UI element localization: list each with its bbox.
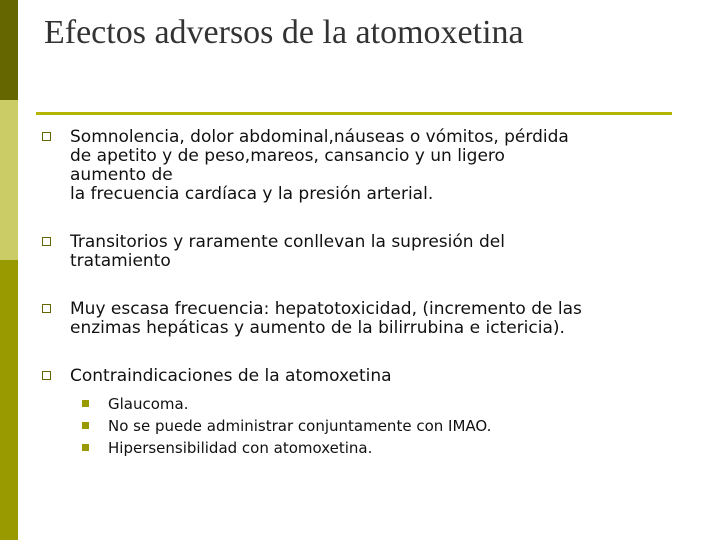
- bullet-text-line: Somnolencia, dolor abdominal,náuseas o vómitos, pérdida: [70, 127, 569, 147]
- sub-bullet-list: [70, 393, 700, 459]
- filled-square-bullet-icon: [82, 400, 89, 407]
- bullet-text-line: aumento de: [70, 165, 173, 185]
- left-bar-dark-segment: [0, 0, 18, 100]
- sub-bullet-text: Hipersensibilidad con atomoxetina.: [108, 439, 373, 457]
- left-bar-light-segment: [0, 100, 18, 260]
- sub-bullet-text: No se puede administrar conjuntamente con IMAO.: [108, 417, 492, 435]
- bullet-text-line: la frecuencia cardíaca y la presión arterial.: [70, 184, 434, 204]
- bullet-item: [40, 128, 700, 204]
- hollow-square-bullet-icon: [42, 371, 51, 380]
- sub-bullet-item: [80, 393, 700, 415]
- bullet-text-line: enzimas hepáticas y aumento de la bilirrubina e ictericia).: [70, 318, 565, 338]
- bullet-text-line: Transitorios y raramente conllevan la supresión del: [70, 232, 505, 252]
- filled-square-bullet-icon: [82, 422, 89, 429]
- bullet-item: [40, 300, 700, 338]
- bullet-text-line: de apetito y de peso,mareos, cansancio y un ligero: [70, 146, 505, 166]
- sub-bullet-item: [80, 437, 700, 459]
- hollow-square-bullet-icon: [42, 132, 51, 141]
- filled-square-bullet-icon: [82, 444, 89, 451]
- left-decorative-bar: [0, 0, 18, 540]
- bullet-text-line: Contraindicaciones de la atomoxetina: [70, 366, 392, 386]
- sub-bullet-item: [80, 415, 700, 437]
- title-divider: [36, 112, 672, 115]
- bullet-item: [40, 233, 700, 271]
- hollow-square-bullet-icon: [42, 304, 51, 313]
- sub-bullet-text: Glaucoma.: [108, 395, 189, 413]
- hollow-square-bullet-icon: [42, 237, 51, 246]
- bullet-list: [40, 128, 700, 459]
- slide-title: Efectos adversos de la atomoxetina: [44, 14, 524, 51]
- bullet-text-line: tratamiento: [70, 251, 171, 271]
- left-bar-mid-segment: [0, 260, 18, 540]
- bullet-item: [40, 367, 700, 459]
- bullet-text-line: Muy escasa frecuencia: hepatotoxicidad, (incremento de las: [70, 299, 582, 319]
